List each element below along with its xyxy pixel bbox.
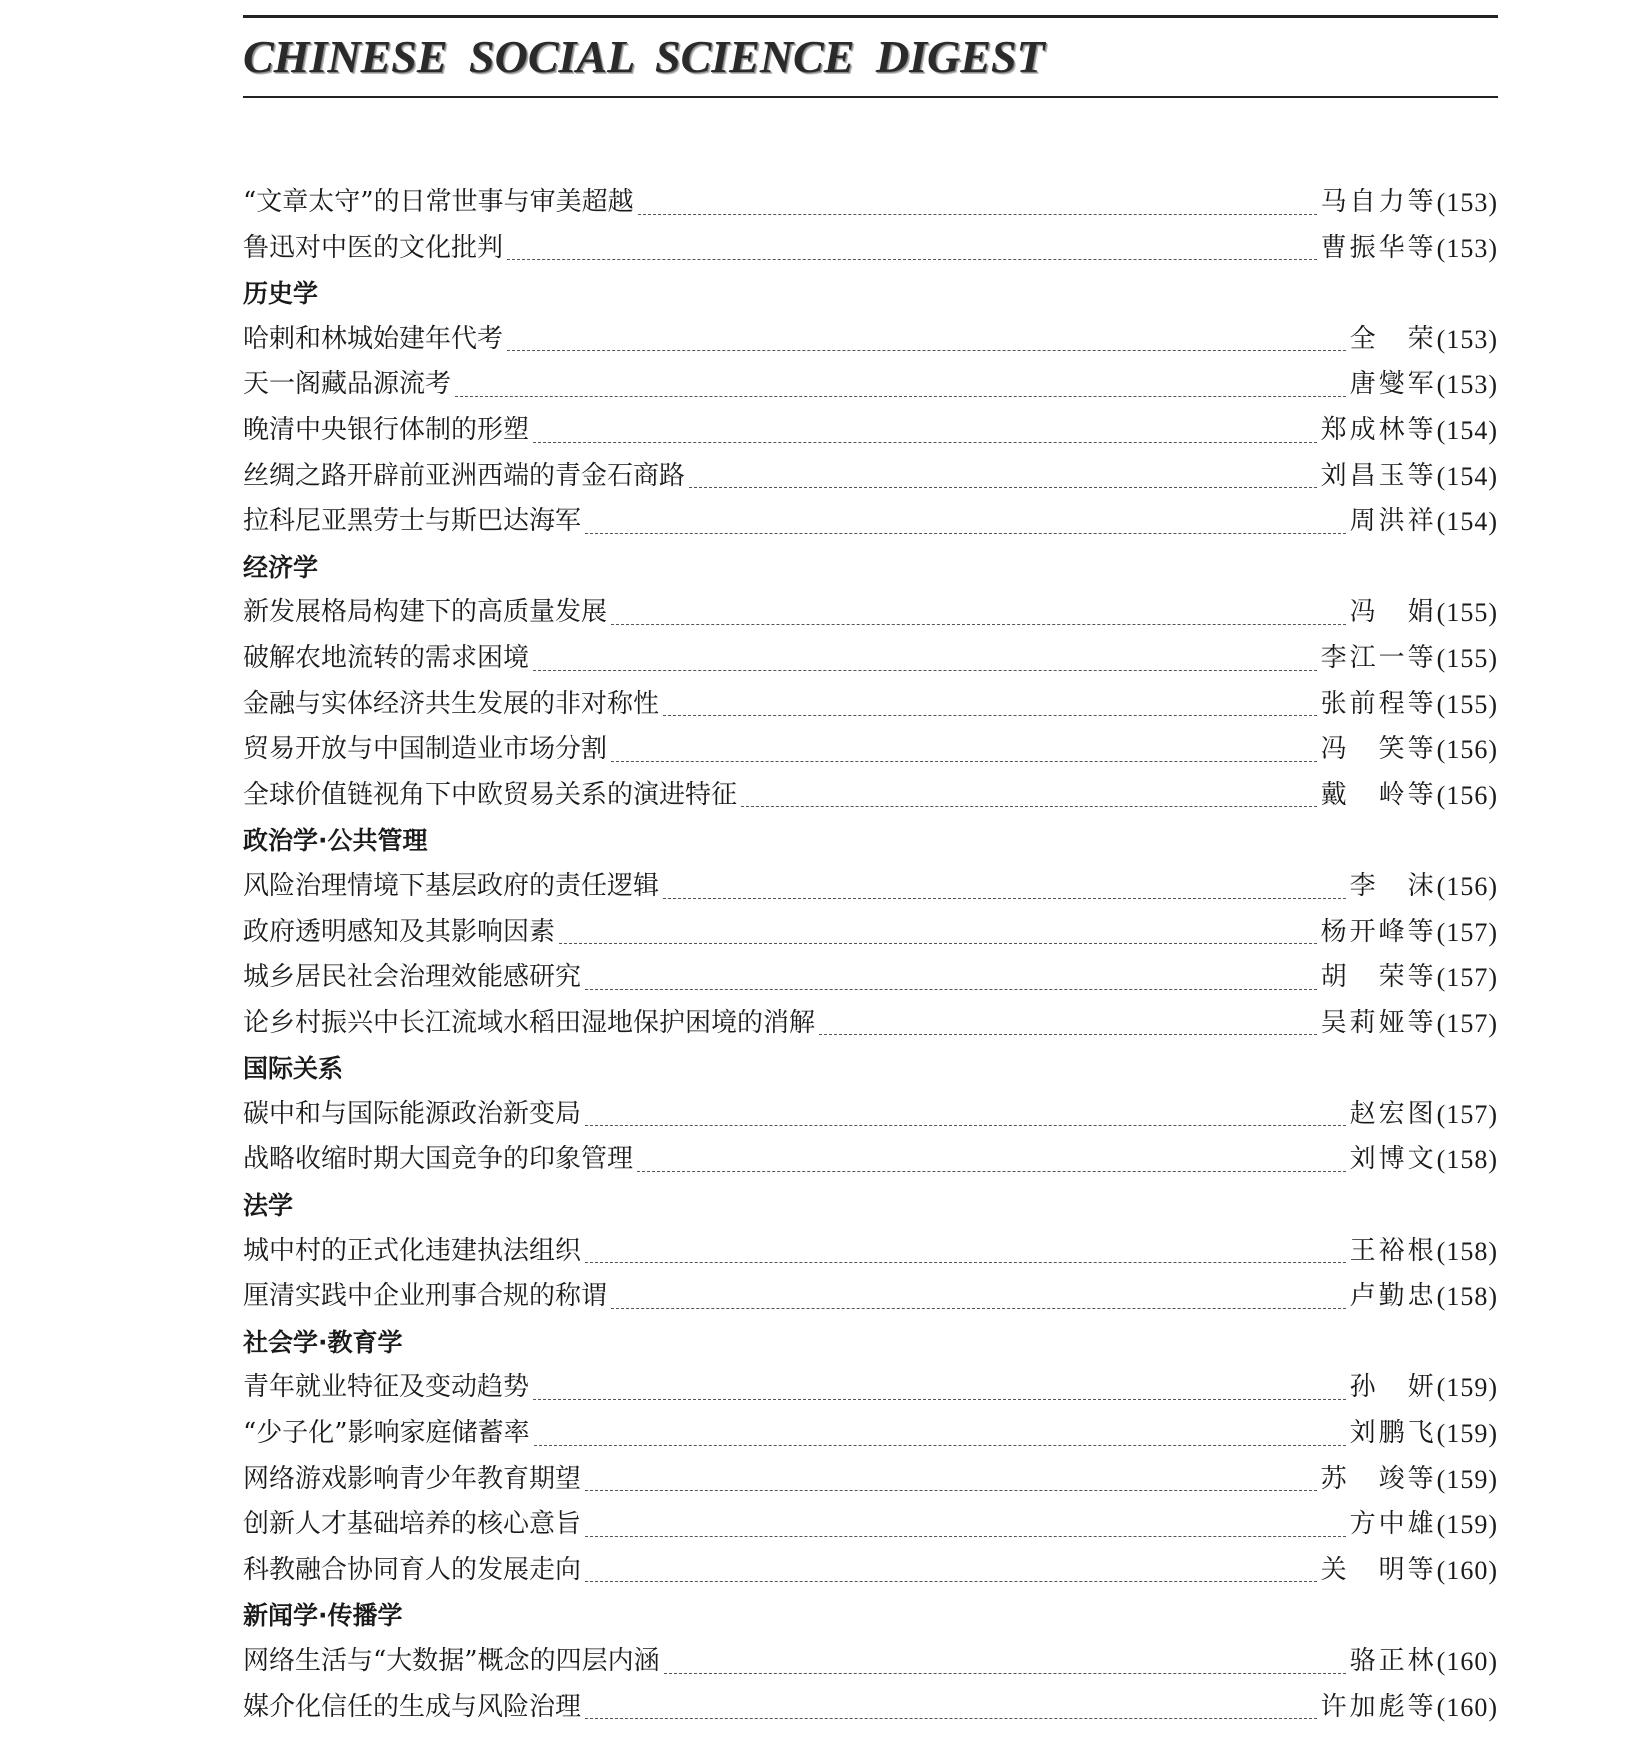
entry-title: 创新人才基础培养的核心意旨 [243, 1509, 582, 1540]
section-title: 政治学·公共管理 [243, 826, 428, 856]
entry-page-number: (159) [1436, 1419, 1498, 1449]
entry-page-number: (157) [1436, 1099, 1498, 1129]
entry-author: 孙 妍 [1349, 1372, 1437, 1403]
section-title: 法学 [243, 1191, 294, 1221]
dot-leader [611, 624, 1346, 625]
toc-entry[interactable] [243, 1001, 1498, 1047]
entry-author: 胡 荣等 [1320, 962, 1437, 993]
entry-title: 鲁迅对中医的文化批判 [243, 232, 504, 263]
entry-author: 吴莉娅等 [1320, 1007, 1437, 1038]
toc-entry[interactable] [243, 499, 1498, 545]
entry-author: 李江一等 [1320, 642, 1437, 673]
dot-leader [534, 1445, 1346, 1446]
entry-author: 冯 笑等 [1320, 734, 1437, 765]
entry-title: 网络生活与“大数据”概念的四层内涵 [243, 1646, 660, 1676]
dot-leader [559, 943, 1317, 944]
entry-author: 张前程等 [1320, 688, 1437, 719]
entry-page-number: (159) [1436, 1510, 1498, 1540]
entry-title: 全球价值链视角下中欧贸易关系的演进特征 [243, 779, 738, 810]
dot-leader [533, 442, 1317, 443]
toc-entry[interactable] [243, 317, 1498, 363]
section-heading [243, 545, 1498, 591]
dot-leader [585, 1125, 1346, 1126]
entry-page-number: (154) [1436, 507, 1498, 537]
entry-title: 碳中和与国际能源政治新变局 [243, 1098, 582, 1129]
entry-author: 冯 娟 [1349, 597, 1437, 628]
entry-author: 全 荣 [1349, 323, 1437, 354]
entry-author: 周洪祥 [1349, 506, 1437, 537]
toc-entry[interactable] [243, 1229, 1498, 1275]
toc-entry[interactable] [243, 682, 1498, 728]
entry-author: 刘昌玉等 [1320, 460, 1437, 491]
dot-leader [741, 806, 1317, 807]
section-title: 社会学·教育学 [243, 1327, 403, 1357]
toc-entry[interactable] [243, 727, 1498, 773]
entry-title: 晚清中央银行体制的形塑 [243, 414, 530, 445]
toc-entry[interactable] [243, 226, 1498, 272]
toc-entry[interactable] [243, 1092, 1498, 1138]
toc-entry[interactable] [243, 910, 1498, 956]
entry-title: 城乡居民社会治理效能感研究 [243, 962, 582, 993]
table-of-contents [243, 180, 1498, 1730]
entry-title: 厘清实践中企业刑事合规的称谓 [243, 1281, 608, 1312]
toc-entry[interactable] [243, 1639, 1498, 1685]
entry-author: 赵宏图 [1349, 1098, 1437, 1129]
entry-page-number: (160) [1436, 1647, 1498, 1676]
dot-leader [455, 396, 1346, 397]
entry-title: “文章太守”的日常世事与审美超越 [243, 187, 634, 217]
entry-title: 城中村的正式化违建执法组织 [243, 1235, 582, 1266]
dot-leader [638, 214, 1317, 215]
entry-author: 苏 竣等 [1320, 1463, 1437, 1494]
entry-page-number: (160) [1436, 1692, 1498, 1722]
journal-title: CHINESE SOCIAL SCIENCE DIGEST [243, 31, 1045, 82]
entry-author: 刘博文 [1349, 1144, 1437, 1175]
dot-leader [663, 715, 1317, 716]
toc-entry[interactable] [243, 636, 1498, 682]
dot-leader [585, 1718, 1317, 1719]
entry-page-number: (153) [1436, 324, 1498, 354]
entry-page-number: (158) [1436, 1145, 1498, 1175]
toc-entry[interactable] [243, 1685, 1498, 1731]
toc-entry[interactable] [243, 1411, 1498, 1457]
entry-title: 媒介化信任的生成与风险治理 [243, 1691, 582, 1722]
dot-leader [585, 1536, 1346, 1537]
toc-entry[interactable] [243, 454, 1498, 500]
entry-title: 哈剌和林城始建年代考 [243, 323, 504, 354]
dot-leader [637, 1171, 1346, 1172]
entry-page-number: (159) [1436, 1464, 1498, 1494]
toc-entry[interactable] [243, 1274, 1498, 1320]
entry-title: 拉科尼亚黑劳士与斯巴达海军 [243, 506, 582, 537]
entry-author: 王裕根 [1349, 1235, 1437, 1266]
entry-author: 刘鹏飞 [1349, 1418, 1437, 1449]
entry-page-number: (157) [1436, 963, 1498, 993]
entry-page-number: (160) [1436, 1555, 1498, 1585]
dot-leader [585, 989, 1317, 990]
dot-leader [611, 1308, 1346, 1309]
entry-title: 金融与实体经济共生发展的非对称性 [243, 688, 660, 719]
entry-page-number: (156) [1436, 735, 1498, 765]
toc-entry[interactable] [243, 1365, 1498, 1411]
dot-leader [585, 1490, 1317, 1491]
dot-leader [533, 670, 1317, 671]
toc-entry[interactable] [243, 955, 1498, 1001]
section-heading [243, 1183, 1498, 1229]
entry-page-number: (153) [1436, 370, 1498, 400]
dot-leader [663, 898, 1346, 899]
toc-entry[interactable] [243, 1548, 1498, 1594]
entry-title: 青年就业特征及变动趋势 [243, 1372, 530, 1403]
toc-entry[interactable] [243, 773, 1498, 819]
toc-entry[interactable] [243, 1137, 1498, 1183]
dot-leader [819, 1034, 1317, 1035]
entry-page-number: (154) [1436, 415, 1498, 445]
section-heading [243, 818, 1498, 864]
toc-entry[interactable] [243, 362, 1498, 408]
entry-page-number: (153) [1436, 233, 1498, 263]
section-title: 新闻学·传播学 [243, 1601, 403, 1631]
entry-author: 戴 岭等 [1320, 779, 1437, 810]
entry-author: 关 明等 [1320, 1554, 1437, 1585]
entry-page-number: (158) [1436, 1236, 1498, 1266]
entry-page-number: (155) [1436, 598, 1498, 628]
entry-title: 破解农地流转的需求困境 [243, 642, 530, 673]
entry-author: 杨开峰等 [1320, 916, 1437, 947]
entry-page-number: (154) [1436, 461, 1498, 491]
section-heading [243, 1046, 1498, 1092]
toc-entry[interactable] [243, 1502, 1498, 1548]
toc-entry[interactable] [243, 180, 1498, 226]
entry-author: 马自力等 [1320, 187, 1437, 217]
entry-title: 天一阁藏品源流考 [243, 369, 452, 400]
entry-title: 政府透明感知及其影响因素 [243, 916, 556, 947]
dot-leader [664, 1673, 1346, 1674]
entry-page-number: (158) [1436, 1282, 1498, 1312]
entry-title: 风险治理情境下基层政府的责任逻辑 [243, 870, 660, 901]
toc-entry[interactable] [243, 864, 1498, 910]
entry-author: 李 沫 [1349, 870, 1437, 901]
dot-leader [585, 533, 1346, 534]
entry-page-number: (156) [1436, 871, 1498, 901]
dot-leader [507, 350, 1346, 351]
entry-title: “少子化”影响家庭储蓄率 [243, 1418, 530, 1449]
dot-leader [611, 761, 1317, 762]
entry-author: 方中雄 [1349, 1509, 1437, 1540]
entry-author: 曹振华等 [1320, 232, 1437, 263]
header-bottom-rule [243, 96, 1498, 98]
section-heading [243, 1593, 1498, 1639]
entry-page-number: (157) [1436, 1008, 1498, 1038]
entry-title: 战略收缩时期大国竞争的印象管理 [243, 1144, 634, 1175]
dot-leader [689, 487, 1317, 488]
entry-author: 骆正林 [1349, 1646, 1437, 1676]
section-heading [243, 271, 1498, 317]
entry-page-number: (156) [1436, 780, 1498, 810]
entry-author: 许加彪等 [1320, 1691, 1437, 1722]
section-heading [243, 1320, 1498, 1366]
entry-title: 新发展格局构建下的高质量发展 [243, 597, 608, 628]
dot-leader [507, 259, 1317, 260]
entry-title: 贸易开放与中国制造业市场分割 [243, 734, 608, 765]
section-title: 历史学 [243, 279, 319, 309]
entry-title: 丝绸之路开辟前亚洲西端的青金石商路 [243, 460, 686, 491]
toc-entry[interactable] [243, 590, 1498, 636]
entry-title: 科教融合协同育人的发展走向 [243, 1554, 582, 1585]
toc-entry[interactable] [243, 408, 1498, 454]
entry-author: 卢勤忠 [1349, 1281, 1437, 1312]
entry-page-number: (153) [1436, 188, 1498, 217]
header-top-rule [243, 15, 1498, 18]
entry-title: 论乡村振兴中长江流域水稻田湿地保护困境的消解 [243, 1007, 816, 1038]
entry-page-number: (159) [1436, 1373, 1498, 1403]
entry-page-number: (155) [1436, 689, 1498, 719]
section-title: 经济学 [243, 552, 319, 582]
entry-author: 唐燮军 [1349, 369, 1437, 400]
dot-leader [533, 1399, 1346, 1400]
dot-leader [585, 1581, 1317, 1582]
entry-page-number: (157) [1436, 917, 1498, 947]
entry-page-number: (155) [1436, 643, 1498, 673]
toc-entry[interactable] [243, 1457, 1498, 1503]
section-title: 国际关系 [243, 1054, 344, 1084]
entry-title: 网络游戏影响青少年教育期望 [243, 1463, 582, 1494]
entry-author: 郑成林等 [1320, 414, 1437, 445]
dot-leader [585, 1262, 1346, 1263]
